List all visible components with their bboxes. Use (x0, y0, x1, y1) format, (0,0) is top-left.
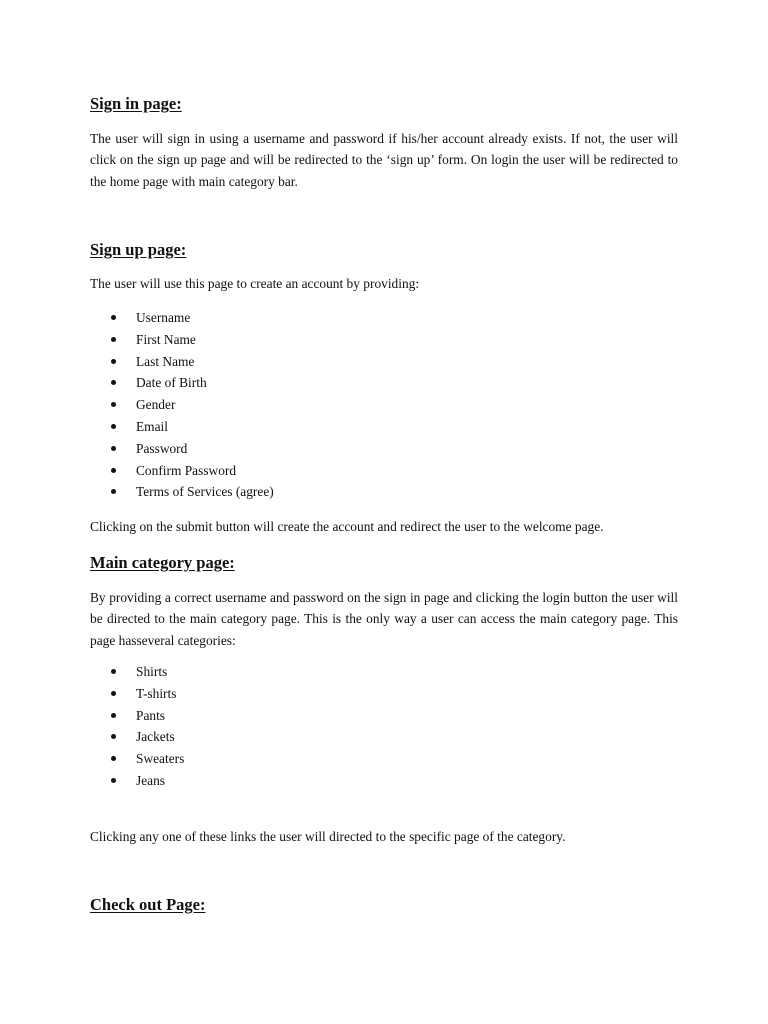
list-item-label: First Name (136, 331, 196, 347)
bullet-icon (111, 424, 116, 429)
bullet-icon (111, 337, 116, 342)
list-item (90, 329, 274, 351)
bullet-icon (111, 446, 116, 451)
list-item (90, 705, 184, 727)
sign-up-fields-list (90, 307, 274, 503)
list-item (90, 351, 274, 373)
list-item (90, 481, 274, 503)
bullet-icon (111, 691, 116, 696)
list-item-label: Pants (136, 707, 166, 723)
list-item (90, 770, 184, 792)
list-item (90, 372, 274, 394)
list-item (90, 460, 274, 482)
bullet-icon (111, 315, 116, 320)
bullet-icon (111, 756, 116, 761)
list-item-label: Date of Birth (136, 375, 207, 391)
list-item-label: Sweaters (136, 751, 185, 767)
checkout-heading: Check out Page: (90, 895, 206, 914)
list-item-label: Last Name (136, 353, 195, 369)
list-item-label: Email (136, 418, 168, 434)
bullet-icon (111, 669, 116, 674)
list-item-label: Shirts (136, 664, 168, 679)
sign-up-intro: The user will use this page to create an account by providing: (90, 276, 420, 291)
sign-in-paragraph: The user will sign in using a username and password if his/her account already exists. If not, the user will click on the sign up page and will be redirected to the ‘sign up’ form. On login the user will be redirected to the home page with main category bar. (90, 131, 678, 189)
category-list (90, 661, 184, 792)
list-item (90, 416, 274, 438)
bullet-icon (111, 468, 116, 473)
list-item-label: Confirm Password (136, 462, 237, 478)
list-item (90, 394, 274, 416)
main-category-outro: Clicking any one of these links the user will directed to the specific page of the category. (90, 829, 566, 844)
sign-in-heading: Sign in page: (90, 94, 182, 113)
main-category-heading: Main category page: (90, 553, 235, 572)
bullet-icon (111, 778, 116, 783)
sign-up-heading: Sign up page: (90, 240, 187, 259)
list-item-label: Terms of Services (agree) (136, 484, 274, 500)
list-item (90, 726, 184, 748)
bullet-icon (111, 489, 116, 494)
bullet-icon (111, 402, 116, 407)
list-item-label: Gender (136, 397, 176, 413)
list-item (90, 661, 184, 683)
list-item-label: Jackets (136, 729, 175, 745)
main-category-paragraph: By providing a correct username and password on the sign in page and clicking the login button the user will be directed to the main category page. This is the only way a user can access the main category page. This page hasseveral categories: (90, 590, 678, 648)
bullet-icon (111, 380, 116, 385)
list-item (90, 438, 274, 460)
list-item-label: T-shirts (136, 685, 177, 701)
list-item-label: Username (136, 310, 191, 325)
list-item (90, 307, 274, 329)
list-item (90, 683, 184, 705)
list-item-label: Jeans (136, 772, 166, 788)
list-item-label: Password (136, 440, 188, 456)
list-item (90, 748, 184, 770)
sign-up-outro: Clicking on the submit button will create the account and redirect the user to the welcome page. (90, 519, 604, 534)
bullet-icon (111, 734, 116, 739)
bullet-icon (111, 359, 116, 364)
bullet-icon (111, 713, 116, 718)
